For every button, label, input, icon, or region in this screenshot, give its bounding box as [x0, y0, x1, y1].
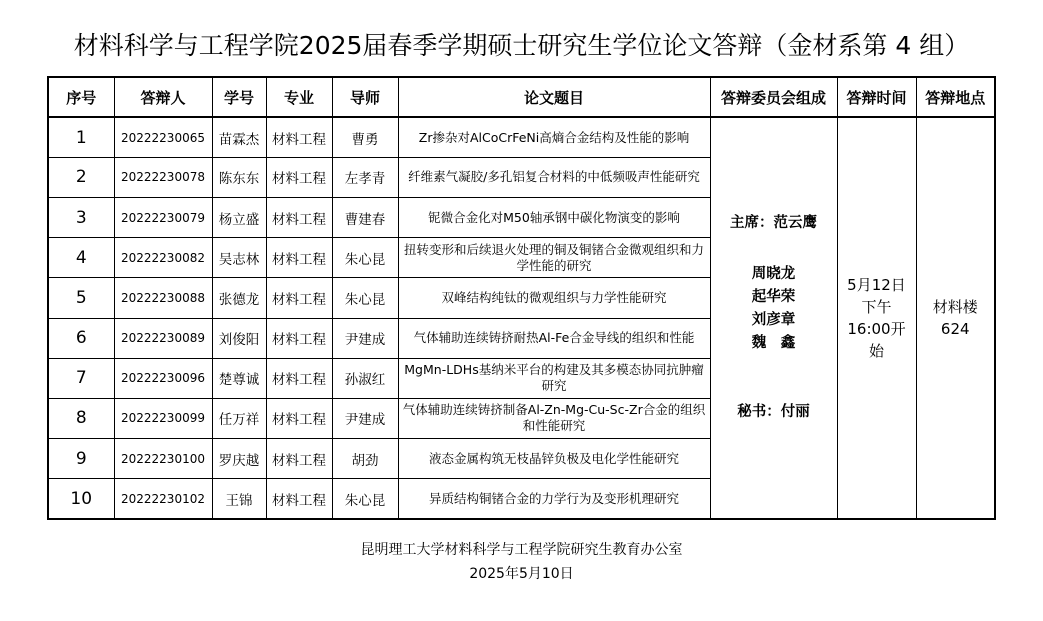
- row-seq: 8: [48, 398, 114, 438]
- row-seq: 1: [48, 117, 114, 157]
- row-topic: 气体辅助连续铸挤制备Al-Zn-Mg-Cu-Sc-Zr合金的组织和性能研究: [398, 398, 710, 438]
- row-topic: 异质结构铜锗合金的力学行为及变形机理研究: [398, 479, 710, 519]
- committee-chair: 主席：范云鹰: [730, 215, 817, 232]
- row-student-name: 刘俊阳: [212, 318, 266, 358]
- row-student-id: 20222230099: [114, 398, 212, 438]
- row-seq: 9: [48, 439, 114, 479]
- row-student-name: 杨立盛: [212, 198, 266, 238]
- row-student-id: 20222230082: [114, 238, 212, 278]
- row-topic: 铌微合金化对M50轴承钢中碳化物演变的影响: [398, 198, 710, 238]
- committee-secretary: 秘书：付丽: [737, 404, 810, 421]
- row-student-id: 20222230065: [114, 117, 212, 157]
- row-supervisor: 朱心昆: [332, 238, 398, 278]
- row-supervisor: 胡劲: [332, 439, 398, 479]
- header-supervisor: 导师: [332, 77, 398, 117]
- row-major: 材料工程: [266, 117, 332, 157]
- row-seq: 2: [48, 157, 114, 197]
- committee-member: 魏 鑫: [751, 335, 796, 352]
- row-student-id: 20222230088: [114, 278, 212, 318]
- defense-location: 材料楼624: [916, 117, 995, 519]
- row-student-name: 苗霖杰: [212, 117, 266, 157]
- row-major: 材料工程: [266, 439, 332, 479]
- row-major: 材料工程: [266, 238, 332, 278]
- row-student-id: 20222230078: [114, 157, 212, 197]
- row-major: 材料工程: [266, 198, 332, 238]
- row-student-id: 20222230089: [114, 318, 212, 358]
- row-topic: 纤维素气凝胶/多孔铝复合材料的中低频吸声性能研究: [398, 157, 710, 197]
- header-seq: 序号: [48, 77, 114, 117]
- row-supervisor: 朱心昆: [332, 479, 398, 519]
- table-row: [48, 117, 995, 157]
- row-supervisor: 尹建成: [332, 318, 398, 358]
- row-topic: 扭转变形和后续退火处理的铜及铜锗合金微观组织和力学性能的研究: [398, 238, 710, 278]
- committee-member: 周晓龙: [751, 266, 796, 283]
- row-seq: 3: [48, 198, 114, 238]
- row-major: 材料工程: [266, 398, 332, 438]
- header-topic: 论文题目: [398, 77, 710, 117]
- row-student-id: 20222230096: [114, 358, 212, 398]
- header-location: 答辩地点: [916, 77, 995, 117]
- row-topic: 气体辅助连续铸挤耐热Al-Fe合金导线的组织和性能: [398, 318, 710, 358]
- row-supervisor: 左孝青: [332, 157, 398, 197]
- committee-member: 刘彦章: [751, 312, 796, 329]
- row-student-name: 楚尊诚: [212, 358, 266, 398]
- footer-date: 2025年5月10日: [469, 566, 574, 582]
- header-time: 答辩时间: [837, 77, 916, 117]
- row-student-id: 20222230102: [114, 479, 212, 519]
- row-major: 材料工程: [266, 358, 332, 398]
- row-student-name: 罗庆越: [212, 439, 266, 479]
- defense-schedule-table: [47, 76, 996, 520]
- committee-member: 起华荣: [751, 289, 796, 306]
- row-major: 材料工程: [266, 479, 332, 519]
- row-major: 材料工程: [266, 157, 332, 197]
- row-student-name: 张德龙: [212, 278, 266, 318]
- row-supervisor: 尹建成: [332, 398, 398, 438]
- row-student-id: 20222230079: [114, 198, 212, 238]
- row-student-name: 任万祥: [212, 398, 266, 438]
- row-major: 材料工程: [266, 278, 332, 318]
- row-supervisor: 曹勇: [332, 117, 398, 157]
- row-topic: 液态金属构筑无枝晶锌负极及电化学性能研究: [398, 439, 710, 479]
- row-seq: 5: [48, 278, 114, 318]
- row-seq: 7: [48, 358, 114, 398]
- header-student-id: 学号: [212, 77, 266, 117]
- header-student: 答辩人: [114, 77, 212, 117]
- row-topic: MgMn-LDHs基纳米平台的构建及其多模态协同抗肿瘤研究: [398, 358, 710, 398]
- defense-time: 5月12日下午16:00开始: [837, 117, 916, 519]
- row-seq: 4: [48, 238, 114, 278]
- page-title: 材料科学与工程学院2025届春季学期硕士研究生学位论文答辩（金材系第 4 组）: [73, 31, 970, 60]
- row-major: 材料工程: [266, 318, 332, 358]
- row-topic: 双峰结构纯钛的微观组织与力学性能研究: [398, 278, 710, 318]
- row-seq: 6: [48, 318, 114, 358]
- row-topic: Zr掺杂对AlCoCrFeNi高熵合金结构及性能的影响: [398, 117, 710, 157]
- row-student-name: 吴志林: [212, 238, 266, 278]
- row-student-name: 王锦: [212, 479, 266, 519]
- row-supervisor: 朱心昆: [332, 278, 398, 318]
- row-supervisor: 曹建春: [332, 198, 398, 238]
- row-student-id: 20222230100: [114, 439, 212, 479]
- header-row: [48, 77, 995, 117]
- footer-office: 昆明理工大学材料科学与工程学院研究生教育办公室: [360, 542, 683, 558]
- header-major: 专业: [266, 77, 332, 117]
- committee-cell: [710, 117, 837, 519]
- row-seq: 10: [48, 479, 114, 519]
- header-committee: 答辩委员会组成: [710, 77, 837, 117]
- row-supervisor: 孙淑红: [332, 358, 398, 398]
- row-student-name: 陈东东: [212, 157, 266, 197]
